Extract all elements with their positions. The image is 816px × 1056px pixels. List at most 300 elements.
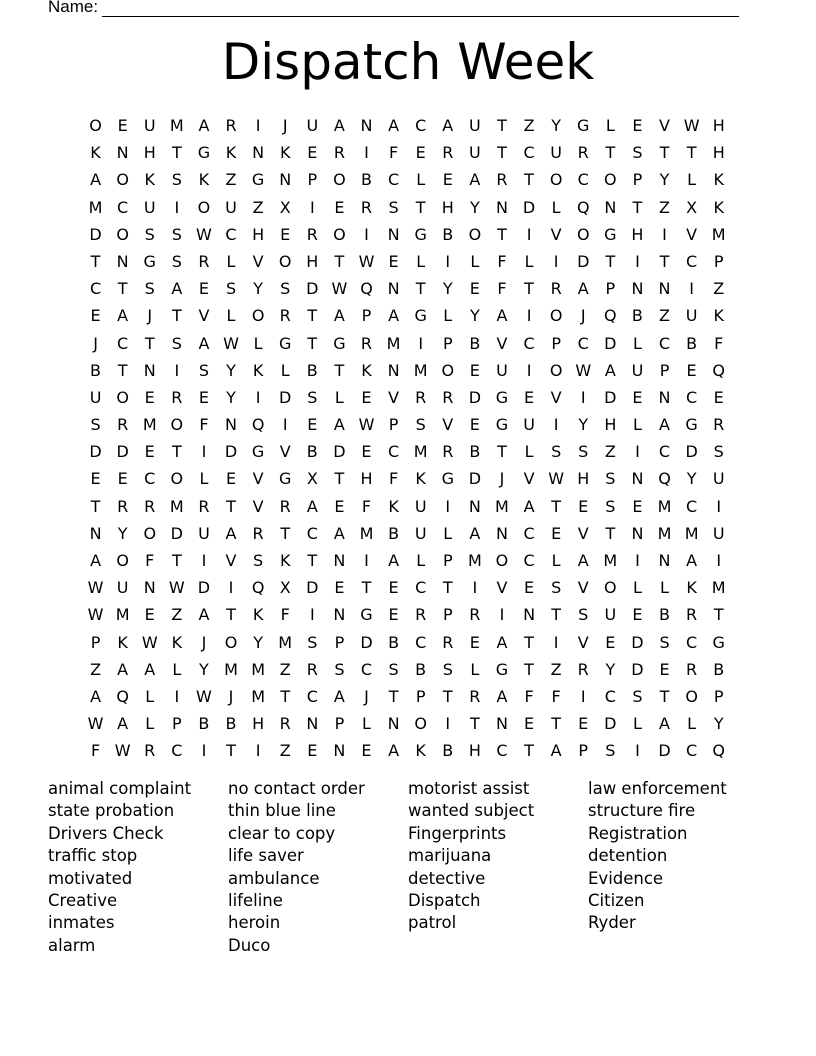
grid-cell: V (496, 333, 508, 353)
grid-cell: S (605, 469, 616, 489)
grid-cell: Q (251, 578, 265, 598)
grid-cell: C (387, 170, 400, 190)
grid-cell: E (334, 496, 345, 516)
grid-cell: E (90, 306, 101, 326)
grid-cell: L (551, 197, 561, 217)
grid-cell: T (605, 251, 616, 271)
grid-cell: H (604, 415, 617, 435)
grid-cell: B (442, 741, 454, 761)
grid-cell: A (144, 659, 156, 679)
grid-cell: R (469, 686, 481, 706)
grid-cell: W (168, 578, 185, 598)
word-column (228, 778, 408, 957)
grid-cell: T (551, 714, 562, 734)
grid-cell: A (171, 279, 183, 299)
grid-cell: H (360, 469, 373, 489)
grid-cell: E (469, 415, 480, 435)
grid-cell: D (658, 741, 671, 761)
grid-cell: P (659, 360, 670, 380)
grid-cell: E (307, 415, 318, 435)
grid-cell: Y (226, 360, 236, 380)
grid-cell: C (658, 442, 671, 462)
grid-row (82, 302, 732, 329)
word-list (48, 778, 768, 957)
grid-cell: S (171, 251, 182, 271)
grid-cell: I (635, 551, 640, 570)
grid-cell: A (388, 551, 400, 570)
word-item: law enforcement (588, 779, 727, 798)
grid-cell: G (604, 224, 617, 244)
grid-cell: A (117, 306, 129, 326)
grid-cell: C (117, 333, 129, 353)
grid-cell: A (117, 659, 129, 679)
grid-cell: M (386, 333, 401, 353)
grid-cell: I (228, 578, 234, 598)
grid-cell: C (686, 387, 698, 407)
grid-cell: Z (550, 659, 562, 679)
grid-cell: E (198, 279, 209, 299)
grid-cell: S (171, 224, 182, 244)
grid-cell: M (88, 197, 103, 217)
grid-cell: L (280, 360, 290, 380)
grid-cell: V (577, 578, 589, 598)
grid-cell: V (442, 415, 454, 435)
grid-cell: B (306, 442, 318, 462)
grid-cell: W (141, 632, 158, 652)
word-item: patrol (408, 913, 457, 933)
grid-cell: E (280, 224, 291, 244)
grid-cell: S (225, 279, 237, 299)
grid-cell: B (469, 333, 481, 353)
grid-cell: E (144, 387, 155, 407)
grid-cell: W (548, 469, 565, 489)
word-item: alarm (48, 935, 96, 955)
grid-cell: Y (469, 197, 480, 217)
grid-cell: N (225, 415, 237, 435)
grid-cell: T (686, 143, 697, 163)
grid-cell: D (170, 523, 183, 543)
grid-cell: L (632, 714, 642, 734)
word-item: clear to copy (228, 823, 336, 843)
page-title: Dispatch Week (221, 33, 595, 91)
grid-cell: R (442, 387, 454, 407)
grid-cell: C (523, 333, 535, 353)
grid-cell: E (632, 387, 643, 407)
grid-cell: F (388, 469, 399, 489)
grid-cell: O (604, 578, 617, 598)
grid-cell: T (226, 741, 236, 761)
grid-cell: I (553, 251, 559, 271)
grid-cell: M (115, 605, 130, 625)
grid-cell: E (713, 387, 724, 407)
word-item: motorist assist (408, 779, 530, 798)
grid-cell: Z (279, 741, 291, 761)
grid-cell: V (686, 224, 698, 244)
word-item: Fingerprints (408, 823, 507, 843)
grid-cell: O (441, 360, 455, 380)
grid-cell: I (716, 551, 722, 570)
grid-cell: N (387, 360, 400, 380)
grid-cell: T (659, 686, 670, 706)
grid-cell: P (605, 279, 616, 299)
grid-cell: E (632, 605, 643, 625)
grid-cell: M (711, 224, 726, 244)
grid-cell: G (441, 469, 454, 489)
grid-cell: E (117, 116, 128, 135)
word-item: state probation (48, 801, 175, 821)
grid-cell: S (171, 333, 182, 353)
grid-cell: K (198, 170, 210, 190)
grid-cell: P (713, 251, 724, 271)
grid-cell: B (659, 605, 670, 625)
word-item: traffic stop (48, 846, 138, 866)
grid-cell: G (360, 605, 373, 625)
grid-cell: P (334, 632, 345, 652)
grid-cell: R (496, 170, 508, 190)
grid-cell: I (201, 551, 207, 570)
word-item: Registration (588, 823, 688, 843)
grid-cell: F (199, 415, 209, 435)
grid-cell: W (87, 605, 104, 625)
grid-row (82, 384, 732, 411)
grid-cell: N (658, 551, 671, 570)
grid-row (82, 330, 732, 357)
grid-cell: Y (605, 659, 616, 679)
grid-cell: T (117, 360, 128, 380)
grid-cell: D (333, 442, 346, 462)
grid-cell: Q (712, 360, 725, 380)
grid-cell: O (414, 714, 427, 734)
grid-cell: T (551, 496, 562, 516)
grid-cell: L (145, 686, 155, 706)
grid-cell: R (117, 415, 129, 435)
grid-cell: I (174, 360, 180, 380)
grid-cell: T (171, 143, 182, 163)
grid-row (82, 112, 732, 139)
word-item: Creative (48, 891, 118, 911)
grid-cell: A (388, 306, 400, 326)
grid-cell: T (334, 360, 345, 380)
grid-cell: S (659, 632, 670, 652)
grid-cell: A (659, 415, 670, 435)
grid-cell: N (252, 143, 265, 163)
grid-cell: U (198, 523, 210, 543)
grid-cell: O (576, 224, 590, 244)
grid-cell: E (469, 632, 480, 652)
grid-cell: C (523, 143, 535, 163)
grid-cell: G (685, 415, 698, 435)
grid-cell: G (279, 333, 292, 353)
grid-cell: T (280, 523, 291, 543)
grid-cell: G (495, 659, 509, 679)
grid-cell: I (499, 605, 505, 625)
grid-cell: T (524, 632, 534, 652)
grid-cell: O (278, 251, 292, 271)
grid-cell: E (90, 469, 101, 489)
grid-cell: D (279, 387, 292, 407)
grid-cell: I (309, 605, 315, 625)
grid-cell: U (631, 360, 644, 380)
grid-cell: E (117, 469, 128, 489)
grid-cell: E (334, 578, 345, 598)
grid-cell: R (225, 116, 237, 135)
grid-cell: K (388, 496, 399, 516)
grid-cell: T (226, 496, 236, 516)
grid-cell: E (523, 578, 535, 598)
grid-cell: K (144, 170, 155, 190)
grid-cell: U (225, 197, 237, 217)
grid-cell: Z (659, 197, 670, 217)
grid-cell: K (713, 306, 724, 326)
grid-cell: H (441, 197, 454, 217)
grid-cell: I (635, 442, 640, 462)
grid-cell: R (198, 251, 210, 271)
grid-cell: B (306, 360, 318, 380)
grid-cell: M (657, 496, 672, 516)
grid-cell: N (116, 143, 129, 163)
grid-cell: K (361, 360, 372, 380)
grid-cell: F (90, 741, 101, 761)
grid-cell: T (713, 605, 724, 625)
grid-cell: T (497, 224, 507, 244)
grid-cell: T (497, 116, 507, 135)
grid-cell: E (388, 578, 399, 598)
grid-cell: T (90, 496, 101, 516)
grid-cell: O (549, 170, 563, 190)
grid-cell: N (333, 741, 346, 761)
grid-cell: M (169, 116, 184, 135)
grid-cell: I (255, 741, 261, 761)
grid-cell: N (360, 116, 373, 135)
grid-cell: S (551, 578, 562, 598)
grid-cell: Z (523, 116, 535, 135)
grid-cell: S (388, 659, 399, 679)
grid-cell: S (198, 360, 209, 380)
word-item: Citizen (588, 891, 645, 911)
grid-row (82, 139, 732, 166)
grid-cell: V (252, 469, 264, 489)
grid-cell: A (604, 360, 616, 380)
grid-cell: T (605, 143, 616, 163)
grid-cell: E (632, 116, 643, 135)
grid-cell: A (90, 170, 102, 190)
grid-cell: Q (576, 197, 590, 217)
word-item: life saver (228, 846, 304, 866)
grid-cell: K (171, 632, 183, 652)
grid-cell: I (364, 551, 369, 570)
grid-cell: E (605, 632, 616, 652)
grid-cell: G (143, 251, 156, 271)
grid-cell: M (142, 415, 157, 435)
grid-cell: X (279, 197, 291, 217)
grid-cell: U (89, 387, 102, 407)
grid-cell: S (713, 442, 724, 462)
grid-cell: H (306, 251, 319, 271)
grid-cell: F (497, 251, 507, 271)
grid-cell: I (255, 387, 261, 407)
grid-cell: O (468, 224, 482, 244)
grid-cell: O (549, 360, 563, 380)
grid-cell: I (309, 197, 315, 217)
grid-cell: E (578, 714, 589, 734)
grid-cell: U (143, 116, 156, 135)
grid-cell: I (174, 686, 180, 706)
grid-cell: G (197, 143, 211, 163)
grid-cell: Y (551, 116, 562, 135)
grid-cell: W (358, 251, 375, 271)
grid-cell: O (333, 224, 346, 244)
grid-cell: S (280, 279, 291, 299)
grid-cell: C (225, 224, 237, 244)
grid-cell: M (278, 632, 293, 652)
grid-cell: Y (253, 279, 263, 299)
grid-cell: D (522, 197, 536, 217)
grid-cell: D (604, 714, 617, 734)
grid-cell: P (551, 333, 561, 353)
grid-cell: B (686, 333, 698, 353)
grid-cell: Q (251, 415, 265, 435)
grid-cell: L (226, 306, 236, 326)
grid-cell: T (90, 251, 101, 271)
letter-grid (82, 112, 732, 765)
grid-cell: D (116, 442, 129, 462)
grid-cell: M (224, 659, 238, 679)
grid-cell: C (144, 469, 156, 489)
grid-cell: M (413, 360, 428, 380)
grid-cell: T (171, 442, 182, 462)
grid-cell: T (659, 143, 670, 163)
grid-cell: T (280, 686, 291, 706)
grid-cell: C (523, 523, 535, 543)
grid-cell: A (90, 551, 102, 570)
grid-cell: E (144, 605, 155, 625)
grid-cell: R (360, 197, 373, 217)
grid-cell: T (632, 197, 643, 217)
grid-row (82, 194, 732, 221)
grid-cell: D (604, 333, 617, 353)
grid-cell: O (170, 415, 184, 435)
grid-cell: A (333, 306, 345, 326)
grid-cell: K (713, 170, 724, 190)
word-item: heroin (228, 913, 281, 933)
word-item: detention (588, 846, 668, 866)
grid-cell: I (418, 333, 424, 353)
word-item: Dispatch (408, 891, 481, 911)
grid-cell: T (307, 551, 318, 570)
grid-cell: V (225, 551, 237, 570)
grid-cell: P (307, 170, 318, 190)
grid-cell: S (307, 632, 318, 652)
grid-cell: G (495, 415, 509, 435)
grid-cell: C (686, 632, 698, 652)
word-item: Duco (228, 935, 271, 955)
grid-cell: S (144, 224, 155, 244)
grid-cell: R (686, 659, 698, 679)
grid-cell: N (658, 387, 671, 407)
grid-cell: T (361, 578, 372, 598)
grid-cell: E (578, 496, 589, 516)
grid-cell: D (631, 659, 644, 679)
grid-cell: A (577, 279, 589, 299)
grid-cell: B (388, 632, 400, 652)
grid-cell: N (495, 714, 508, 734)
name-label: Name: (48, 0, 99, 16)
grid-cell: A (225, 523, 237, 543)
grid-cell: S (632, 143, 643, 163)
grid-cell: C (658, 333, 671, 353)
grid-cell: C (306, 686, 318, 706)
grid-cell: D (577, 251, 590, 271)
grid-cell: G (414, 224, 427, 244)
grid-cell: D (604, 387, 617, 407)
grid-cell: U (712, 523, 725, 543)
grid-cell: Q (360, 279, 373, 299)
word-item: ambulance (228, 868, 320, 888)
grid-cell: P (442, 551, 453, 570)
grid-cell: I (716, 496, 722, 516)
grid-cell: A (496, 306, 508, 326)
grid-cell: L (226, 251, 236, 271)
grid-cell: G (279, 469, 292, 489)
grid-cell: I (174, 197, 180, 217)
grid-cell: D (306, 578, 319, 598)
grid-cell: U (306, 116, 319, 135)
grid-cell: R (306, 224, 318, 244)
grid-cell: I (282, 415, 288, 435)
grid-cell: Y (686, 469, 697, 489)
grid-cell: O (143, 523, 157, 543)
grid-cell: L (416, 251, 426, 271)
grid-cell: R (333, 143, 345, 163)
grid-cell: C (415, 578, 427, 598)
grid-cell: D (306, 279, 319, 299)
grid-cell: P (90, 632, 101, 652)
grid-cell: U (496, 360, 508, 380)
grid-cell: P (334, 714, 345, 734)
grid-cell: T (307, 306, 318, 326)
grid-cell: Y (659, 170, 670, 190)
grid-cell: F (551, 686, 561, 706)
grid-row (82, 547, 732, 574)
grid-cell: U (550, 143, 562, 163)
grid-cell: S (578, 442, 589, 462)
grid-cell: X (306, 469, 318, 489)
grid-cell: N (333, 605, 346, 625)
grid-cell: W (575, 360, 592, 380)
grid-cell: B (225, 714, 237, 734)
grid-cell: N (631, 469, 644, 489)
grid-cell: A (306, 496, 318, 516)
grid-cell: N (333, 551, 346, 570)
grid-cell: N (604, 197, 617, 217)
grid-cell: C (171, 741, 183, 761)
grid-cell: K (279, 551, 291, 570)
grid-cell: A (198, 605, 210, 625)
grid-cell: E (632, 496, 643, 516)
grid-cell: I (553, 415, 559, 435)
grid-cell: L (605, 116, 615, 135)
grid-cell: A (496, 632, 508, 652)
grid-row (82, 683, 732, 710)
grid-cell: B (713, 659, 725, 679)
grid-cell: E (361, 387, 372, 407)
grid-cell: W (87, 578, 104, 598)
grid-cell: Y (199, 659, 209, 679)
grid-cell: K (225, 143, 237, 163)
grid-cell: E (361, 442, 372, 462)
grid-cell: V (659, 116, 670, 135)
word-item: structure fire (588, 801, 696, 821)
